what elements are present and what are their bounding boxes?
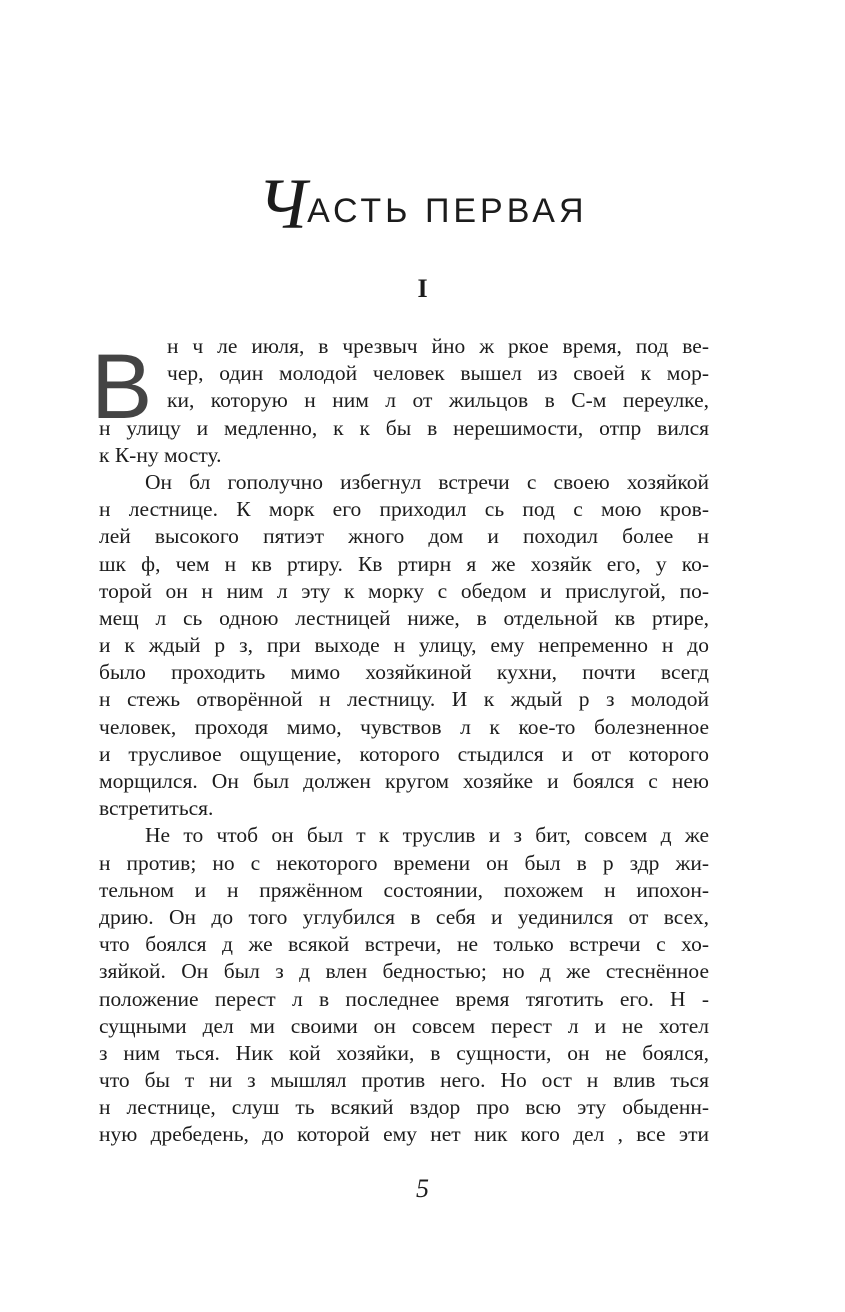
part-title <box>0 164 845 244</box>
page-number: 5 <box>416 1174 429 1203</box>
part-title-initial: Ч <box>257 164 308 244</box>
text-line: и к ждый р з, при выходе н улицу, ему непременно н до <box>99 633 709 658</box>
text-line: морщился. Он был должен кругом хозяйке и боялся с нею <box>99 769 709 793</box>
text-line: мещ л сь одною лестницей ниже, в отдельной кв ртире, <box>99 605 709 630</box>
text-line: н стежь отворённой н лестницу. И к ждый р з молодой <box>99 687 709 712</box>
drop-cap: В <box>91 336 153 438</box>
text-line: ки, которую н ним л от жильцов в С-м переулке, <box>167 388 709 413</box>
text-line: торой он н ним л эту к морку с обедом и прислугой, по- <box>99 578 709 603</box>
text-line: Не то чтоб он был т к труслив и з бит, совсем д же <box>145 823 709 848</box>
text-line: что бы т ни з мышлял против него. Но ост н влив ться <box>99 1068 709 1093</box>
text-line: н ч ле июля, в чрезвыч йно ж ркое время, под ве- <box>167 334 709 358</box>
text-line: лей высокого пятиэт жного дом и походил более н <box>99 524 709 549</box>
chapter-number: I <box>417 274 428 303</box>
text-line: Он бл гополучно избегнул встречи с своею хозяйкой <box>145 469 709 494</box>
text-line: к К-ну мосту. <box>99 442 222 467</box>
text-line: н лестнице. К морк его приходил сь под с мою кров- <box>99 497 709 522</box>
text-line: шк ф, чем н кв ртиру. Кв ртирн я же хозяйк его, у ко- <box>99 551 709 576</box>
text-line: тельном и н пряжённом состоянии, похожем н ипохон- <box>99 877 709 902</box>
text-line: н улицу и медленно, к к бы в нерешимости, отпр вился <box>99 415 709 440</box>
text-line: сущными дел ми своими он совсем перест л и не хотел <box>99 1013 709 1038</box>
text-line: и трусливое ощущение, которого стыдился и от которого <box>99 741 709 766</box>
body-text <box>91 333 709 1149</box>
text-line: было проходить мимо хозяйкиной кухни, почти всегд <box>99 660 709 685</box>
text-line: н против; но с некоторого времени он был в р здр жи- <box>99 850 709 875</box>
part-title-rest: АСТЬ ПЕРВАЯ <box>307 192 588 230</box>
text-line: н лестнице, слуш ть всякий вздор про всю эту обыденн- <box>99 1095 709 1120</box>
text-line: встретиться. <box>99 796 214 821</box>
text-line: что боялся д же всякой встречи, не только встречи с хо- <box>99 932 709 957</box>
text-line: чер, один молодой человек вышел из своей к мор- <box>167 361 709 386</box>
text-line: человек, проходя мимо, чувствов л к кое-то болезненное <box>99 714 709 739</box>
text-line: зяйкой. Он был з д влен бедностью; но д же стеснённое <box>99 959 709 984</box>
text-line: дрию. Он до того углубился в себя и уединился от всех, <box>99 904 709 929</box>
text-line: з ним ться. Ник кой хозяйки, в сущности, он не боялся, <box>99 1040 709 1065</box>
text-line: положение перест л в последнее время тяготить его. Н - <box>99 986 709 1011</box>
text-line: ную дребедень, до которой ему нет ник кого дел , все эти <box>99 1122 709 1147</box>
